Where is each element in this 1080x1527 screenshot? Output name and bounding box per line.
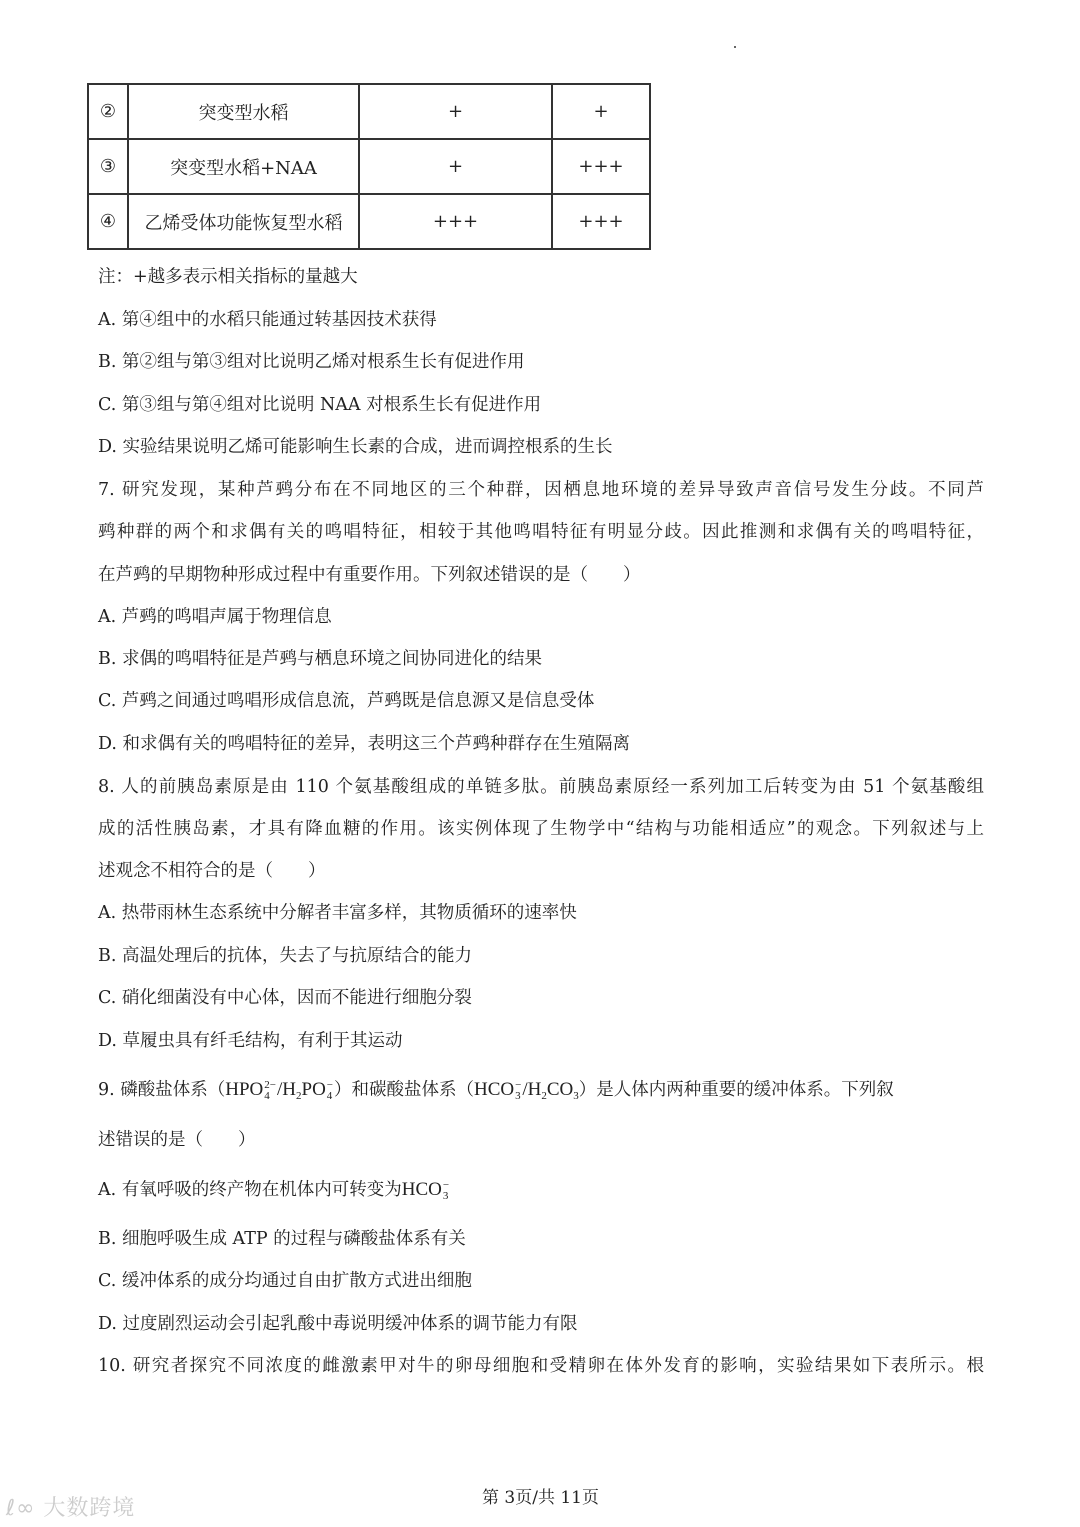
text: ）是人体内两种重要的缓冲体系。下列叙 <box>578 1080 894 1100</box>
group-no: ③ <box>88 139 128 194</box>
cell: + <box>359 84 552 139</box>
page-number: 第 3页/共 11页 <box>482 1488 599 1508</box>
group-name: 乙烯受体功能恢复型水稻 <box>128 194 359 249</box>
phosphate-formula: HPO 2− 4 $/H_2PO$ − 4 <box>225 1078 334 1102</box>
q6-option-d: D. 实验结果说明乙烯可能影响生长素的合成，进而调控根系的生长 <box>98 437 613 457</box>
q8-option-a: A. 热带雨林生态系统中分解者丰富多样，其物质循环的速率快 <box>98 903 577 923</box>
q7-stem-line: 鹀种群的两个和求偶有关的鸣唱特征，相较于其他鸣唱特征有明显分歧。因此推测和求偶有关的鸣唱特征， <box>98 522 984 542</box>
q9-option-b: B. 细胞呼吸生成 ATP 的过程与磷酸盐体系有关 <box>98 1229 466 1249</box>
logo-icon: ℓ∞ <box>6 1496 44 1521</box>
cell: + <box>359 139 552 194</box>
watermark-logo: ℓ∞ 大数跨境 <box>6 1496 136 1521</box>
q9-stem-line <box>98 1078 984 1102</box>
q8-stem-line: 述观念不相符合的是（ ） <box>98 861 326 881</box>
q6-option-a: A. 第④组中的水稻只能通过转基因技术获得 <box>98 310 437 330</box>
q7-stem-line: 7. 研究发现，某种芦鹀分布在不同地区的三个种群，因栖息地环境的差异导致声音信号发生分歧。不同芦 <box>98 480 984 500</box>
table-note: 注：+越多表示相关指标的量越大 <box>98 267 358 287</box>
group-no: ④ <box>88 194 128 249</box>
table-row <box>88 194 650 249</box>
text: 9. 磷酸盐体系（ <box>98 1080 226 1100</box>
q6-option-b: B. 第②组与第③组对比说明乙烯对根系生长有促进作用 <box>98 352 525 372</box>
table-row <box>88 84 650 139</box>
speck <box>734 46 736 48</box>
group-no: ② <box>88 84 128 139</box>
cell: + <box>552 84 650 139</box>
q8-option-b: B. 高温处理后的抗体，失去了与抗原结合的能力 <box>98 946 472 966</box>
results-table <box>87 83 651 250</box>
q7-option-a: A. 芦鹀的鸣唱声属于物理信息 <box>98 607 332 627</box>
q9-option-d: D. 过度剧烈运动会引起乳酸中毒说明缓冲体系的调节能力有限 <box>98 1314 578 1334</box>
cell: +++ <box>552 194 650 249</box>
cell: +++ <box>359 194 552 249</box>
q8-stem-line: 8. 人的前胰岛素原是由 110 个氨基酸组成的单链多肽。前胰岛素原经一系列加工后转变为由 51 个氨基酸组 <box>98 777 984 797</box>
q9-stem-line: 述错误的是（ ） <box>98 1130 256 1150</box>
q6-option-c: C. 第③组与第④组对比说明 NAA 对根系生长有促进作用 <box>98 395 542 415</box>
q7-option-b: B. 求偶的鸣唱特征是芦鹀与栖息环境之间协同进化的结果 <box>98 649 542 669</box>
group-name: 突变型水稻 <box>128 84 359 139</box>
bicarbonate-formula: HCO − 3 <box>401 1178 450 1202</box>
q8-stem-line: 成的活性胰岛素，才具有降血糖的作用。该实例体现了生物学中“结构与功能相适应”的观念。下列叙述与上 <box>98 819 984 839</box>
q7-option-c: C. 芦鹀之间通过鸣唱形成信息流，芦鹀既是信息源又是信息受体 <box>98 691 595 711</box>
q8-option-d: D. 草履虫具有纤毛结构，有利于其运动 <box>98 1031 403 1051</box>
table-row <box>88 139 650 194</box>
q9-option-c: C. 缓冲体系的成分均通过自由扩散方式进出细胞 <box>98 1271 472 1291</box>
text: ）和碳酸盐体系（ <box>334 1080 475 1100</box>
q9-option-a: A. 有氧呼吸的终产物在机体内可转变为HCO − 3 <box>98 1178 450 1202</box>
group-name: 突变型水稻+NAA <box>128 139 359 194</box>
carbonate-formula: HCO − 3 $/H_2CO_3$ <box>474 1078 579 1102</box>
cell: +++ <box>552 139 650 194</box>
q7-stem-line: 在芦鹀的早期物种形成过程中有重要作用。下列叙述错误的是（ ） <box>98 565 641 585</box>
q8-option-c: C. 硝化细菌没有中心体，因而不能进行细胞分裂 <box>98 988 472 1008</box>
q7-option-d: D. 和求偶有关的鸣唱特征的差异，表明这三个芦鹀种群存在生殖隔离 <box>98 734 631 754</box>
q10-stem-line: 10. 研究者探究不同浓度的雌激素甲对牛的卵母细胞和受精卵在体外发育的影响，实验结果如下表所示。根 <box>98 1356 984 1376</box>
